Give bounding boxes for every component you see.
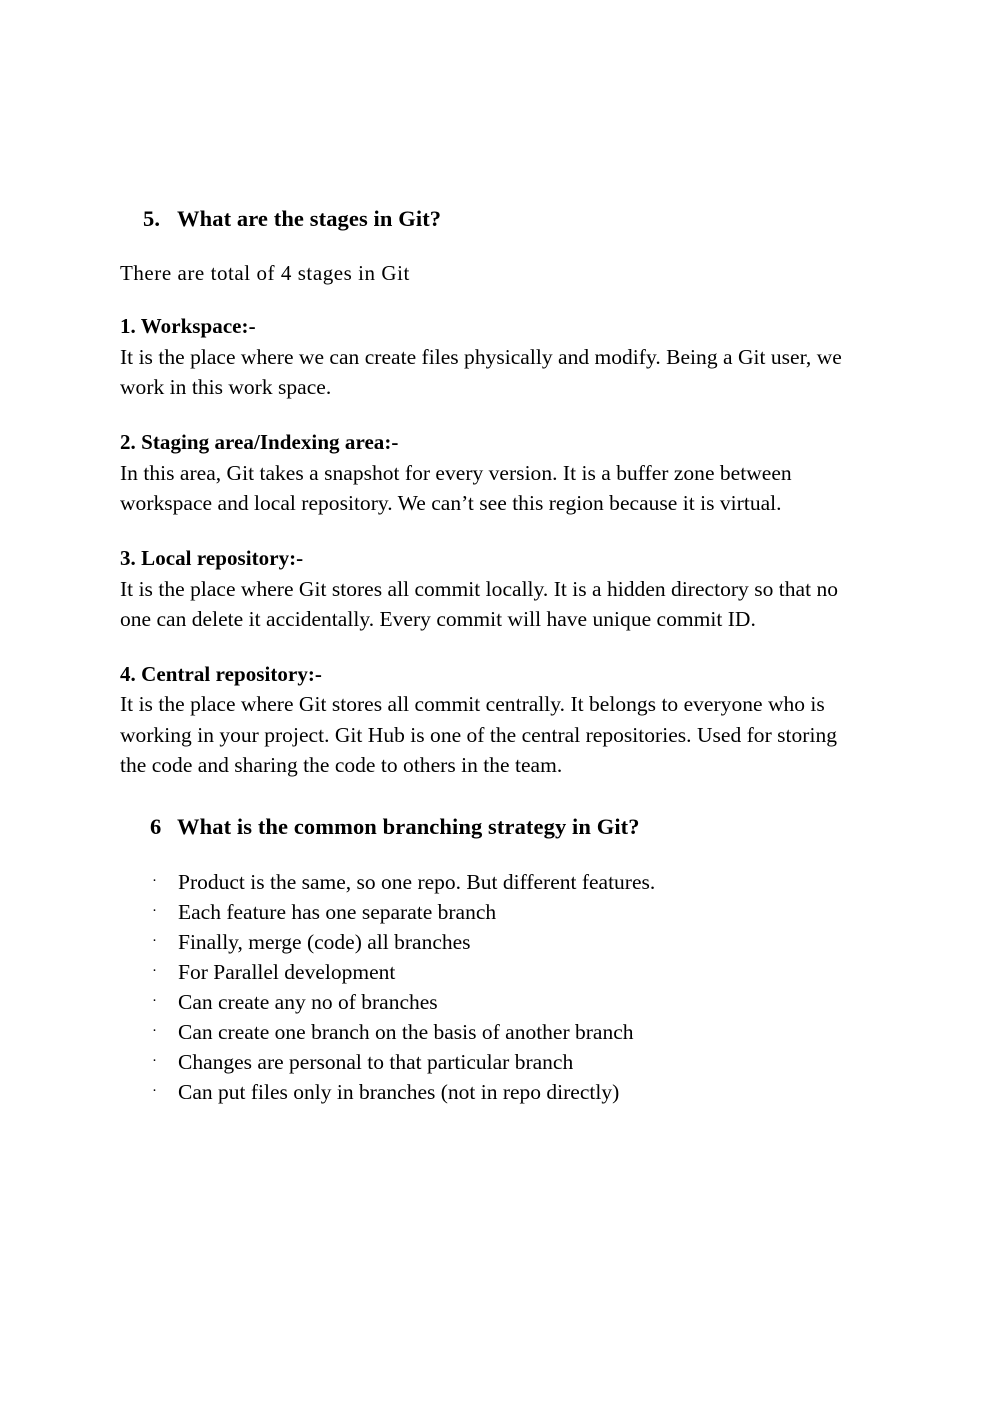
spacer-after-stage-1 [120, 403, 865, 428]
stage-block-local-repository [120, 544, 865, 635]
bullet-dot-icon: · [152, 1053, 157, 1070]
stage-2-body: In this area, Git takes a snapshot for every version. It is a buffer zone between workspace and local repository. We can’t see this region because it is virtual. [120, 460, 792, 516]
spacer-after-q5-heading [120, 234, 865, 260]
branching-strategy-list [120, 867, 865, 1108]
question-5-heading [120, 205, 865, 234]
stage-1-title: 1. Workspace:- [120, 314, 256, 339]
spacer-after-stage-2 [120, 519, 865, 544]
list-item [120, 1077, 865, 1107]
list-item [120, 867, 865, 897]
stage-4-title: 4. Central repository:- [120, 661, 322, 686]
list-item-label: Can put files only in branches (not in repo directly) [178, 1080, 620, 1105]
question-6-title: What is the common branching strategy in Git? [177, 813, 640, 839]
stage-3-title: 3. Local repository:- [120, 545, 304, 570]
list-item-label: Finally, merge (code) all branches [178, 929, 471, 954]
question-5-number: 5. [143, 206, 161, 231]
bullet-dot-icon: · [152, 963, 157, 980]
spacer-after-q6-heading [120, 842, 865, 867]
list-item [120, 957, 865, 987]
bullet-dot-icon: · [152, 1023, 157, 1040]
bullet-dot-icon: · [152, 872, 157, 889]
list-item-label: Changes are personal to that particular branch [178, 1050, 574, 1075]
document-content [120, 205, 865, 1108]
question-6-number: 6 [150, 813, 162, 839]
bullet-dot-icon: · [152, 1083, 157, 1100]
stage-block-workspace [120, 312, 865, 403]
list-item-label: For Parallel development [178, 960, 396, 985]
question-5-title: What are the stages in Git? [177, 206, 442, 231]
list-item [120, 987, 865, 1017]
stage-block-staging-area [120, 428, 865, 519]
bullet-dot-icon: · [152, 932, 157, 949]
stage-block-central-repository [120, 660, 865, 781]
stage-4-body: It is the place where Git stores all commit centrally. It belongs to everyone who is working in your project. Git Hub is one of the central repositories. Used for storing the code and sharing the code to others in the team. [120, 692, 838, 778]
stage-3-body: It is the place where Git stores all commit locally. It is a hidden directory so that no one can delete it accidentally. Every commit will have unique commit ID. [120, 576, 839, 632]
spacer-before-q6-heading [120, 781, 865, 813]
question-6-heading [120, 813, 865, 842]
question-5-intro: There are total of 4 stages in Git [120, 260, 410, 285]
list-item [120, 927, 865, 957]
list-item-label: Each feature has one separate branch [178, 899, 497, 924]
stage-2-title: 2. Staging area/Indexing area:- [120, 429, 399, 454]
bullet-dot-icon: · [152, 902, 157, 919]
list-item-label: Can create any no of branches [178, 990, 438, 1015]
stage-1-body: It is the place where we can create files physically and modify. Being a Git user, we work in this work space. [120, 344, 842, 400]
list-item [120, 1017, 865, 1047]
list-item [120, 897, 865, 927]
list-item [120, 1047, 865, 1077]
bullet-dot-icon: · [152, 993, 157, 1010]
spacer-after-stage-3 [120, 635, 865, 660]
spacer-after-intro [120, 287, 865, 312]
list-item-label: Can create one branch on the basis of another branch [178, 1020, 634, 1045]
list-item-label: Product is the same, so one repo. But different features. [178, 869, 656, 894]
